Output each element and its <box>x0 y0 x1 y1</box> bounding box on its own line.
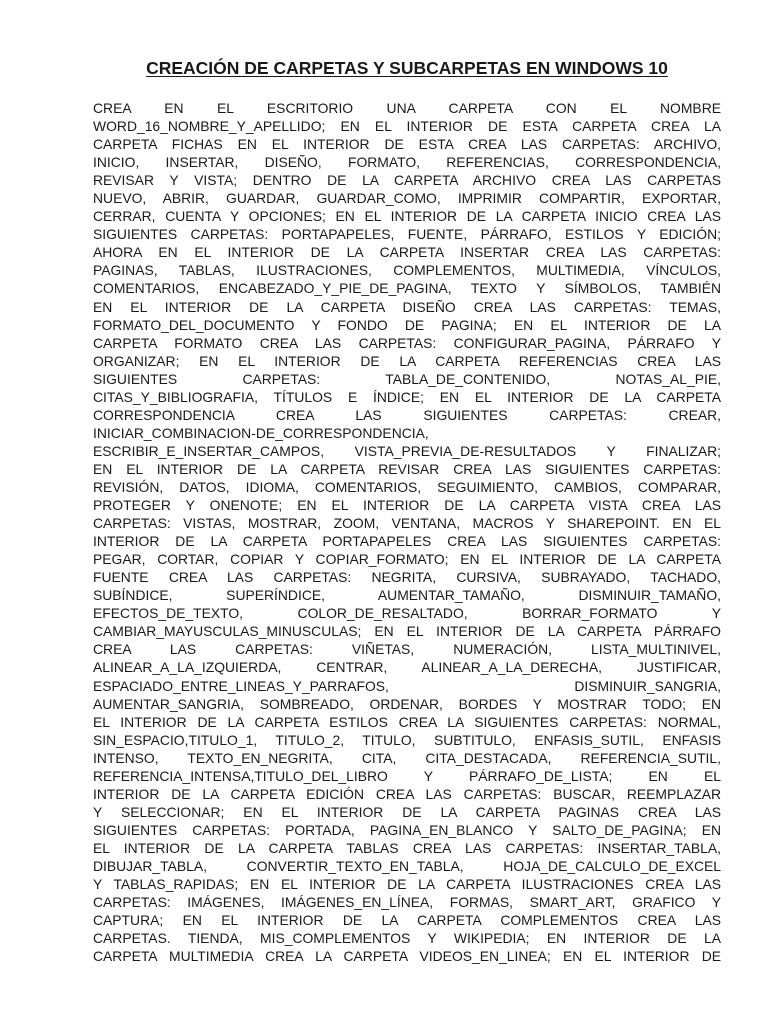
body-text-line: PEGAR, CORTAR, COPIAR Y COPIAR_FORMATO; EN EL INTERIOR DE LA CARPETA <box>93 551 721 568</box>
body-text-line: CARPETA FORMATO CREA LAS CARPETAS: CONFIGURAR_PAGINA, PÁRRAFO Y <box>93 334 721 351</box>
body-text-line: AHORA EN EL INTERIOR DE LA CARPETA INSERTAR CREA LAS CARPETAS: <box>93 244 721 261</box>
body-text-line: CAMBIAR_MAYUSCULAS_MINUSCULAS; EN EL INTERIOR DE LA CARPETA PÁRRAFO <box>93 623 721 640</box>
body-text-line: INTERIOR DE LA CARPETA EDICIÓN CREA LAS CARPETAS: BUSCAR, REEMPLAZAR <box>93 785 721 802</box>
body-text-line: CARPETAS: VISTAS, MOSTRAR, ZOOM, VENTANA, MACROS Y SHAREPOINT. EN EL <box>93 515 721 532</box>
body-text-line: Y SELECCIONAR; EN EL INTERIOR DE LA CARPETA PAGINAS CREA LAS <box>93 803 721 820</box>
body-text-line: CAPTURA; EN EL INTERIOR DE LA CARPETA COMPLEMENTOS CREA LAS <box>93 912 721 929</box>
body-text-line: FORMATO_DEL_DOCUMENTO Y FONDO DE PAGINA; EN EL INTERIOR DE LA <box>93 316 721 333</box>
body-text-line: CREA EN EL ESCRITORIO UNA CARPETA CON EL NOMBRE <box>93 100 721 116</box>
body-text-line: FUENTE CREA LAS CARPETAS: NEGRITA, CURSIVA, SUBRAYADO, TACHADO, <box>93 569 721 586</box>
body-text-line: EN EL INTERIOR DE LA CARPETA DISEÑO CREA LAS CARPETAS: TEMAS, <box>93 298 721 315</box>
body-text-line: WORD_16_NOMBRE_Y_APELLIDO; EN EL INTERIOR DE ESTA CARPETA CREA LA <box>93 118 721 135</box>
body-text-line: CARPETAS. TIENDA, MIS_COMPLEMENTOS Y WIKIPEDIA; EN INTERIOR DE LA <box>93 930 721 947</box>
body-text-line: SIGUIENTES CARPETAS: PORTADA, PAGINA_EN_BLANCO Y SALTO_DE_PAGINA; EN <box>93 821 721 838</box>
document-title: CREACIÓN DE CARPETAS Y SUBCARPETAS EN WINDOWS 10 <box>146 58 668 78</box>
body-text-line: REVISIÓN, DATOS, IDIOMA, COMENTARIOS, SEGUIMIENTO, CAMBIOS, COMPARAR, <box>93 478 721 495</box>
body-text-line: SIGUIENTES CARPETAS: PORTAPAPELES, FUENTE, PÁRRAFO, ESTILOS Y EDICIÓN; <box>93 226 721 243</box>
body-text-line: CITAS_Y_BIBLIOGRAFIA, TÍTULOS E ÍNDICE; EN EL INTERIOR DE LA CARPETA <box>93 388 721 405</box>
body-text-line: REVISAR Y VISTA; DENTRO DE LA CARPETA ARCHIVO CREA LAS CARPETAS <box>93 172 721 189</box>
body-text-line: CARPETAS: IMÁGENES, IMÁGENES_EN_LÍNEA, FORMAS, SMART_ART, GRAFICO Y <box>93 894 721 911</box>
body-text-line: INTERIOR DE LA CARPETA PORTAPAPELES CREA LAS SIGUIENTES CARPETAS: <box>93 533 721 550</box>
body-text-line: INICIO, INSERTAR, DISEÑO, FORMATO, REFERENCIAS, CORRESPONDENCIA, <box>93 154 721 171</box>
body-text-line: PROTEGER Y ONENOTE; EN EL INTERIOR DE LA CARPETA VISTA CREA LAS <box>93 497 721 514</box>
body-text-line: EFECTOS_DE_TEXTO, COLOR_DE_RESALTADO, BORRAR_FORMATO Y <box>93 605 721 622</box>
body-text-line: CREA LAS CARPETAS: VIÑETAS, NUMERACIÓN, LISTA_MULTINIVEL, <box>93 641 721 658</box>
body-text-line: PAGINAS, TABLAS, ILUSTRACIONES, COMPLEMENTOS, MULTIMEDIA, VÍNCULOS, <box>93 262 721 279</box>
body-text-line: ALINEAR_A_LA_IZQUIERDA, CENTRAR, ALINEAR_A_LA_DERECHA, JUSTIFICAR, <box>93 659 721 676</box>
body-text-line: REFERENCIA_INTENSA,TITULO_DEL_LIBRO Y PÁRRAFO_DE_LISTA; EN EL <box>93 767 721 784</box>
body-text-line: SIGUIENTES CARPETAS: TABLA_DE_CONTENIDO, NOTAS_AL_PIE, <box>93 370 721 387</box>
body-text-line: DIBUJAR_TABLA, CONVERTIR_TEXTO_EN_TABLA, HOJA_DE_CALCULO_DE_EXCEL <box>93 857 721 874</box>
body-text-line: CORRESPONDENCIA CREA LAS SIGUIENTES CARPETAS: CREAR, <box>93 406 721 423</box>
document-body <box>93 99 721 965</box>
body-text-line: CERRAR, CUENTA Y OPCIONES; EN EL INTERIOR DE LA CARPETA INICIO CREA LAS <box>93 208 721 225</box>
body-text-line: ORGANIZAR; EN EL INTERIOR DE LA CARPETA REFERENCIAS CREA LAS <box>93 352 721 369</box>
body-text-line: SUBÍNDICE, SUPERÍNDICE, AUMENTAR_TAMAÑO, DISMINUIR_TAMAÑO, <box>93 587 721 604</box>
body-text-line: COMENTARIOS, ENCABEZADO_Y_PIE_DE_PAGINA, TEXTO Y SÍMBOLOS, TAMBIÉN <box>93 280 721 297</box>
body-text-line: INICIAR_COMBINACION-DE_CORRESPONDENCIA, <box>93 424 429 441</box>
body-text-line: INTENSO, TEXTO_EN_NEGRITA, CITA, CITA_DESTACADA, REFERENCIA_SUTIL, <box>93 749 721 766</box>
body-text-line: EN EL INTERIOR DE LA CARPETA REVISAR CREA LAS SIGUIENTES CARPETAS: <box>93 460 721 477</box>
body-text-line: ESPACIADO_ENTRE_LINEAS_Y_PARRAFOS, DISMINUIR_SANGRIA, <box>93 677 721 694</box>
body-text-line: EL INTERIOR DE LA CARPETA TABLAS CREA LAS CARPETAS: INSERTAR_TABLA, <box>93 839 721 856</box>
body-text-line: CARPETA FICHAS EN EL INTERIOR DE ESTA CREA LAS CARPETAS: ARCHIVO, <box>93 136 721 153</box>
body-text-line: ESCRIBIR_E_INSERTAR_CAMPOS, VISTA_PREVIA_DE-RESULTADOS Y FINALIZAR; <box>93 442 721 459</box>
body-text-line: Y TABLAS_RAPIDAS; EN EL INTERIOR DE LA CARPETA ILUSTRACIONES CREA LAS <box>93 876 721 893</box>
body-text-line: NUEVO, ABRIR, GUARDAR, GUARDAR_COMO, IMPRIMIR COMPARTIR, EXPORTAR, <box>93 190 721 207</box>
body-text-line: CARPETA MULTIMEDIA CREA LA CARPETA VIDEOS_EN_LINEA; EN EL INTERIOR DE <box>93 948 721 965</box>
body-text-line: AUMENTAR_SANGRIA, SOMBREADO, ORDENAR, BORDES Y MOSTRAR TODO; EN <box>93 695 721 712</box>
body-text-line: SIN_ESPACIO,TITULO_1, TITULO_2, TITULO, SUBTITULO, ENFASIS_SUTIL, ENFASIS <box>93 731 721 748</box>
body-text-line: EL INTERIOR DE LA CARPETA ESTILOS CREA LA SIGUIENTES CARPETAS: NORMAL, <box>93 713 721 730</box>
